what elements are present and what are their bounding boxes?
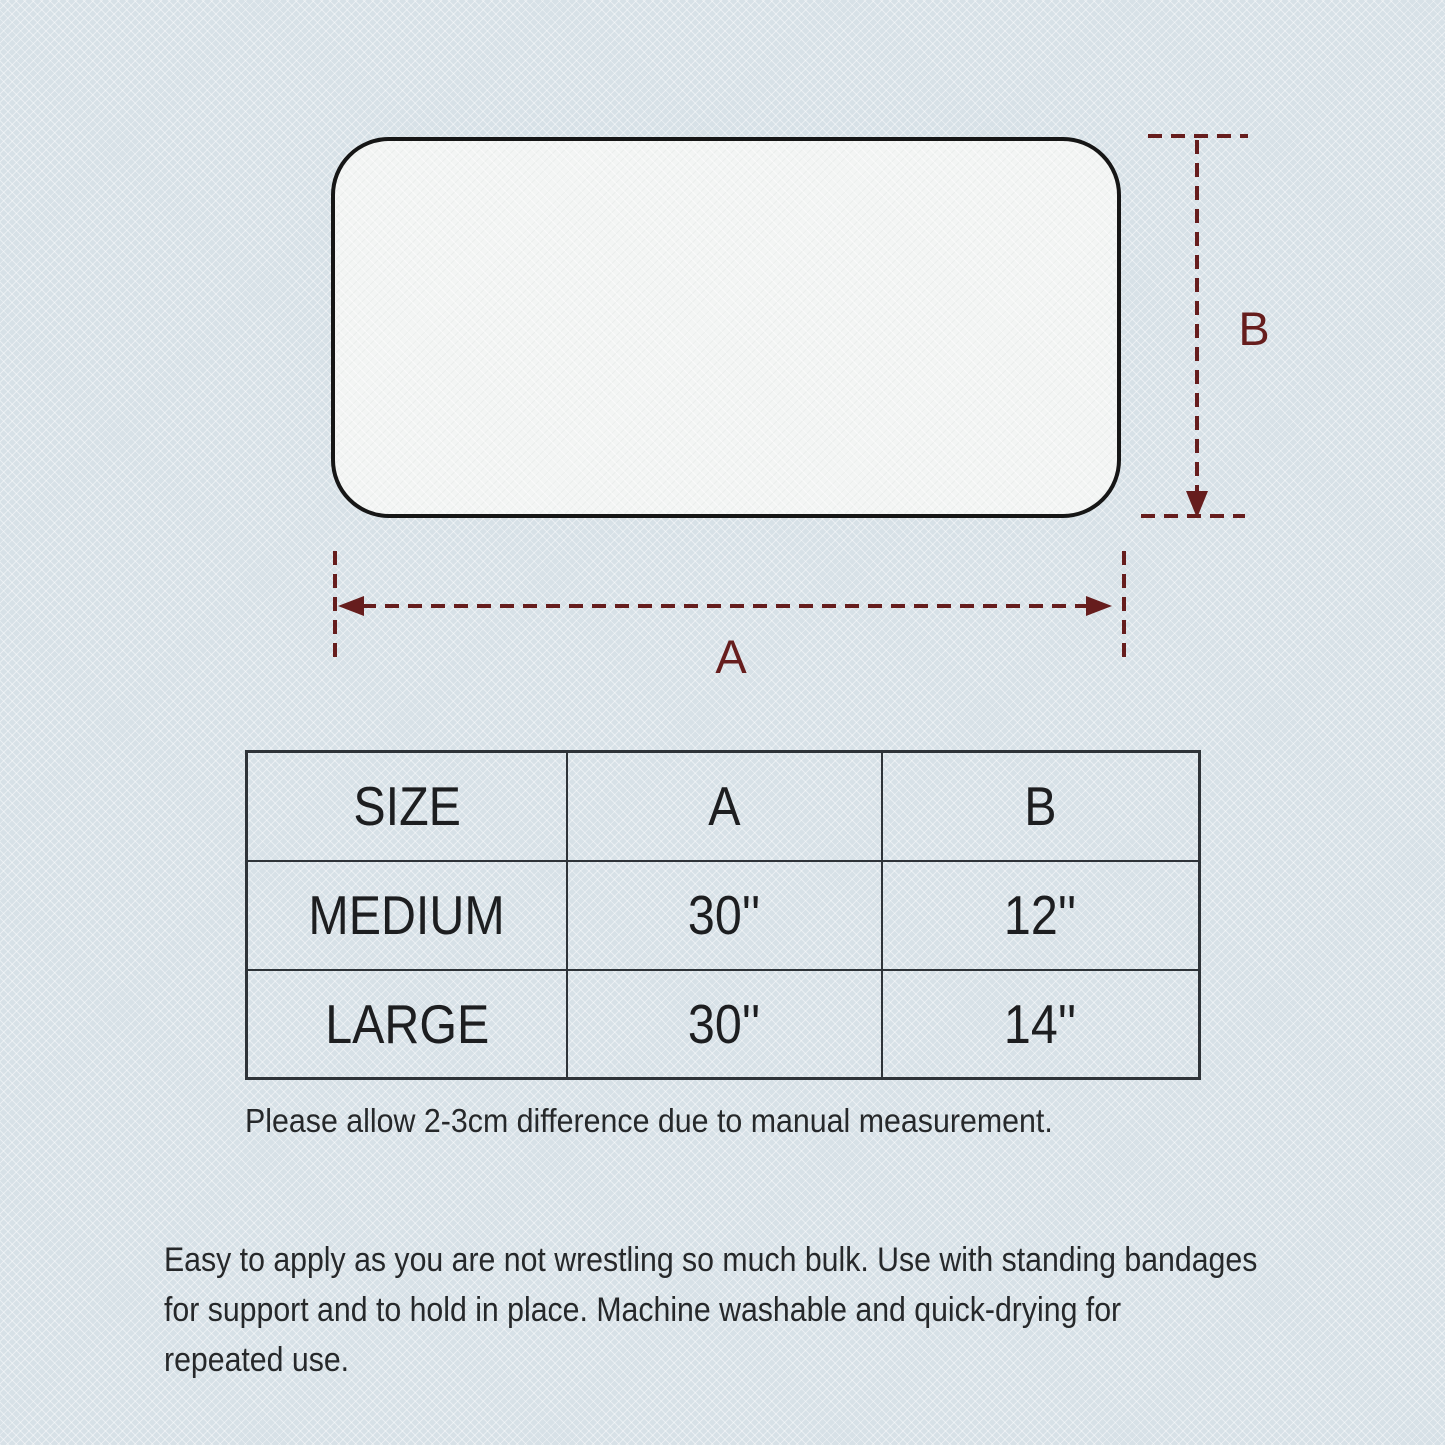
b-dimension-top-tick <box>1148 134 1248 138</box>
cell-medium-a <box>567 861 882 970</box>
product-description <box>164 1235 1392 1385</box>
a-dimension-label: A <box>715 630 747 683</box>
description-line-1: Easy to apply as you are not wrestling so much bulk. Use with standing bandages <box>164 1241 1258 1279</box>
cell-large-a <box>567 970 882 1079</box>
header-cell-b <box>882 752 1200 861</box>
cell-medium-b <box>882 861 1200 970</box>
header-size-label: SIZE <box>353 775 461 838</box>
size-table-header-row <box>247 752 1200 861</box>
header-cell-size <box>247 752 567 861</box>
large-b-value: 14'' <box>1004 992 1077 1055</box>
a-dimension-line <box>362 604 1086 608</box>
description-line-2: for support and to hold in place. Machine washable and quick-drying for <box>164 1291 1122 1329</box>
header-b-label: B <box>1024 775 1057 838</box>
cell-large-b <box>882 970 1200 1079</box>
medium-size-value: MEDIUM <box>308 884 506 946</box>
cell-medium-size <box>247 861 567 970</box>
large-a-value: 30'' <box>688 992 761 1055</box>
b-dimension-line <box>1195 140 1199 492</box>
b-dimension-arrow-icon <box>1186 491 1208 518</box>
size-table-row-medium <box>247 861 1200 970</box>
a-dimension-left-arrow-icon <box>338 596 364 616</box>
medium-b-value: 12'' <box>1004 884 1077 946</box>
header-cell-a <box>567 752 882 861</box>
a-dimension-right-extension <box>1122 551 1126 661</box>
size-table-row-large <box>247 970 1200 1079</box>
a-dimension-left-extension <box>333 551 337 661</box>
cell-large-size <box>247 970 567 1079</box>
b-dimension-label: B <box>1238 302 1270 355</box>
medium-a-value: 30'' <box>688 884 761 946</box>
product-outline-shape <box>331 137 1121 518</box>
a-dimension-right-arrow-icon <box>1086 596 1112 616</box>
description-line-3: repeated use. <box>164 1341 350 1379</box>
measurement-note-text: Please allow 2-3cm difference due to manual measurement. <box>245 1102 1053 1139</box>
measurement-note <box>245 1102 1123 1140</box>
large-size-value: LARGE <box>324 992 489 1055</box>
size-table <box>245 750 1201 1080</box>
header-a-label: A <box>708 775 741 838</box>
